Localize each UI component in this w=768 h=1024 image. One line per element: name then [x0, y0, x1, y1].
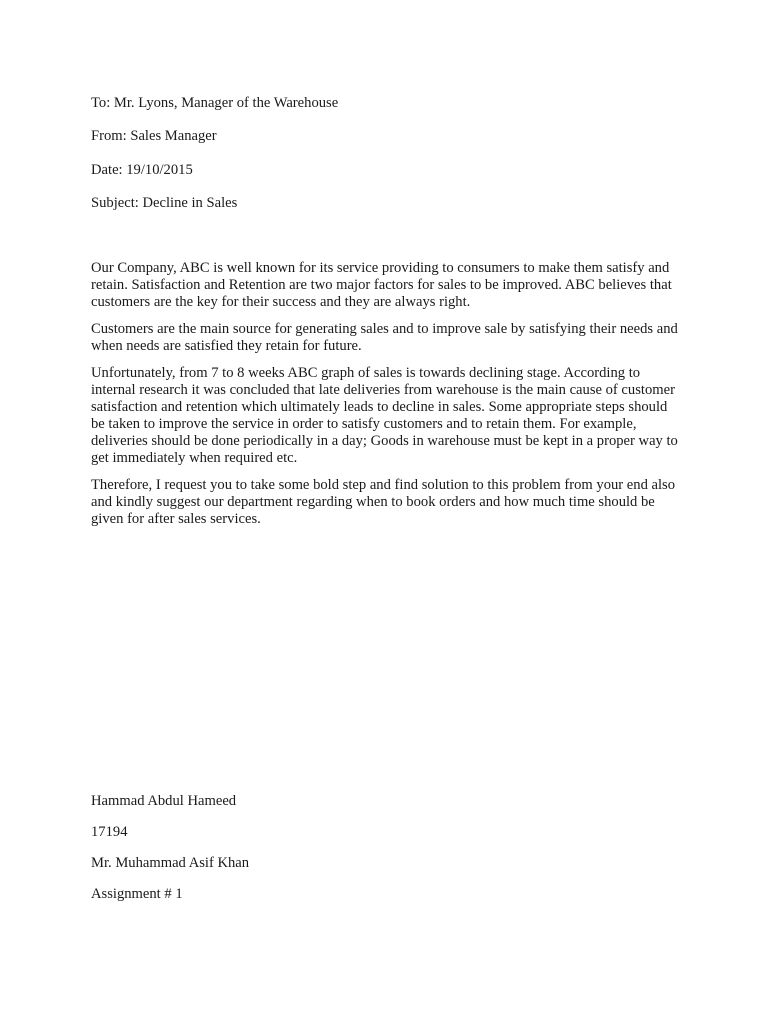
body-paragraph-4: Therefore, I request you to take some bold step and find solution to this problem from your end also and kindly suggest our department regarding when to book orders and how much time should be given for after sales services.: [91, 477, 676, 527]
date-line: Date: 19/10/2015: [91, 162, 193, 178]
assignment-label: Assignment # 1: [91, 886, 183, 902]
to-line: To: Mr. Lyons, Manager of the Warehouse: [91, 95, 339, 111]
subject-line: Subject: Decline in Sales: [91, 195, 238, 211]
author-name: Hammad Abdul Hameed: [91, 793, 237, 809]
student-id: 17194: [91, 824, 128, 840]
from-line: From: Sales Manager: [91, 128, 217, 144]
body-paragraph-2: Customers are the main source for generating sales and to improve sale by satisfying their needs and when needs are satisfied they retain for future.: [91, 321, 678, 354]
letter-body: [91, 260, 681, 538]
body-paragraph-1: Our Company, ABC is well known for its service providing to consumers to make them satisfy and retain. Satisfaction and Retention are two major factors for sales to be improved. ABC believes that customers are the key for their success and they are always right.: [91, 260, 672, 310]
body-paragraph-3: Unfortunately, from 7 to 8 weeks ABC graph of sales is towards declining stage. According to internal research it was concluded that late deliveries from warehouse is the main cause of customer satisfaction and retention which ultimately leads to decline in sales. Some appropriate steps should be taken to improve the service in order to satisfy customers and to retain them. For example, deliveries should be done periodically in a day; Goods in warehouse must be kept in a proper way to get immediately when required etc.: [91, 365, 678, 466]
teacher-name: Mr. Muhammad Asif Khan: [91, 855, 250, 871]
